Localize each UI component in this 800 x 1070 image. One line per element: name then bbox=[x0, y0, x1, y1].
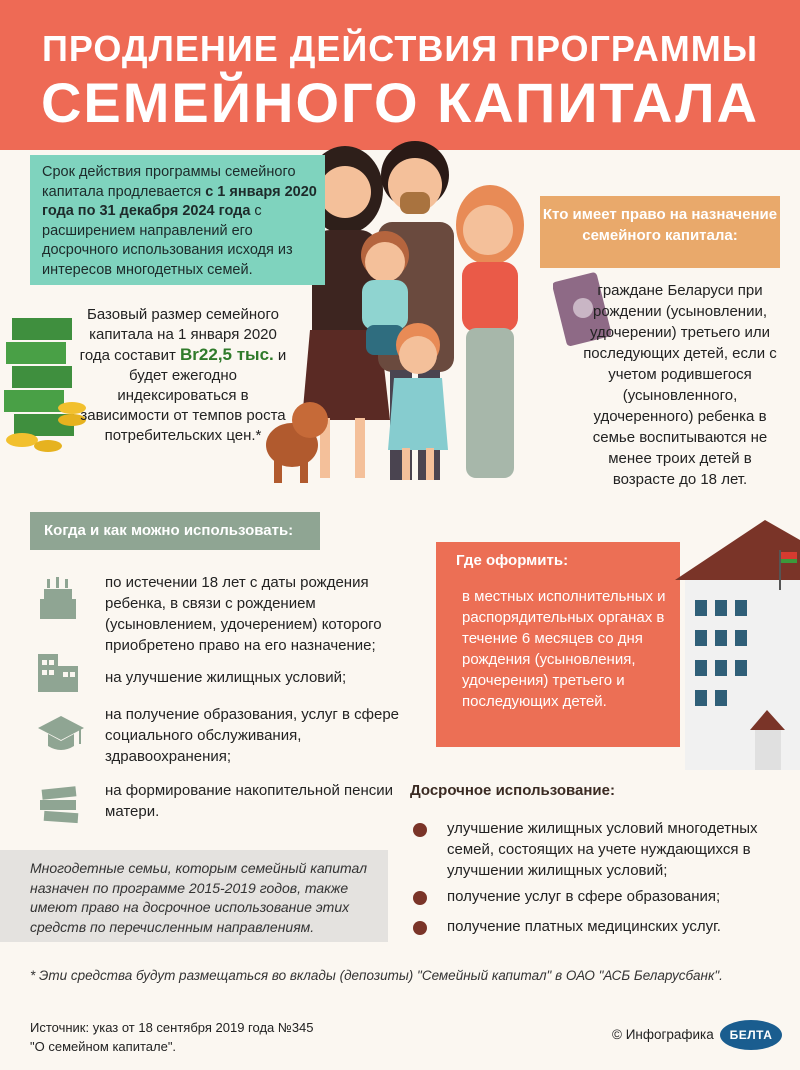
belta-logo: БЕЛТА bbox=[720, 1020, 782, 1050]
term-block bbox=[30, 155, 325, 285]
bullet-icon bbox=[413, 891, 427, 905]
bullet-icon bbox=[413, 823, 427, 837]
graduation-cap-icon bbox=[36, 712, 86, 756]
money-stack-icon bbox=[36, 784, 82, 824]
where-heading: Где оформить: bbox=[456, 552, 569, 569]
title-line-1: ПРОДЛЕНИЕ ДЕЙСТВИЯ ПРОГРАММЫ bbox=[41, 28, 758, 69]
where-text: в местных исполнительных и распорядительных органах в течение 6 месяцев со дня рождения (усыновления, удочерения) третьего и последующих детей. bbox=[462, 588, 666, 710]
buildings-icon bbox=[36, 650, 80, 694]
cake-icon bbox=[36, 575, 80, 623]
credit: © Инфографика bbox=[612, 1027, 714, 1042]
early-item-3: получение платных медицинских услуг. bbox=[447, 918, 721, 935]
source: Источник: указ от 18 сентября 2019 года №345 "О семейном капитале". bbox=[30, 1020, 314, 1054]
capital-amount: Br22,5 тыс. bbox=[180, 345, 274, 364]
use-item-4: на формирование накопительной пенсии матери. bbox=[105, 782, 394, 820]
who-text: граждане Беларуси при рождении (усыновлении, удочерении) третьего или последующих детей, если с учетом родившегося (усыновленного, удочеренного) ребенка в семье воспитываются не менее троих детей в возрасте до 18 лет. bbox=[583, 282, 777, 488]
when-heading: Когда и как можно использовать: bbox=[30, 512, 320, 550]
note-block bbox=[0, 850, 388, 942]
early-heading: Досрочное использование: bbox=[410, 782, 615, 799]
title-line-2: СЕМЕЙНОГО КАПИТАЛА bbox=[40, 71, 760, 134]
note-text: Многодетные семьи, которым семейный капитал назначен по программе 2015-2019 годов, также имеют право на досрочное использование этих средств по перечисленным направлениям. bbox=[30, 860, 368, 935]
use-item-1: по истечении 18 лет с даты рождения ребенка, в связи с рождением (усыновлением, удочерением) которого приобретено право на его назначение; bbox=[105, 574, 382, 654]
use-item-2: на улучшение жилищных условий; bbox=[105, 669, 347, 686]
where-block bbox=[436, 542, 680, 747]
early-item-1: улучшение жилищных условий многодетных семей, состоящих на учете нуждающихся в улучшении жилищных условий; bbox=[447, 820, 758, 879]
use-item-3: на получение образования, услуг в сфере социального обслуживания, здравоохранения; bbox=[105, 706, 400, 765]
early-item-2: получение услуг в сфере образования; bbox=[447, 888, 721, 905]
term-text: Срок действия программы семейного капитала продлевается с 1 января 2020 года по 31 декабря 2024 года с расширением направлений его досрочного использования исходя из интересов многодетных семей. bbox=[42, 164, 317, 278]
base-amount-text: Базовый размер семейного капитала на 1 января 2020 года составит Br22,5 тыс. и будет ежегодно индексироваться в зависимости от темпов роста потребительских цен.* bbox=[79, 306, 287, 444]
building-illustration bbox=[675, 520, 800, 770]
footnote: * Эти средства будут размещаться во вклады (депозиты) "Семейный капитал" в ОАО "АСБ Беларусбанк". bbox=[30, 968, 723, 983]
who-heading: Кто имеет право на назначение семейного капитала: bbox=[540, 196, 780, 268]
bullet-icon bbox=[413, 921, 427, 935]
